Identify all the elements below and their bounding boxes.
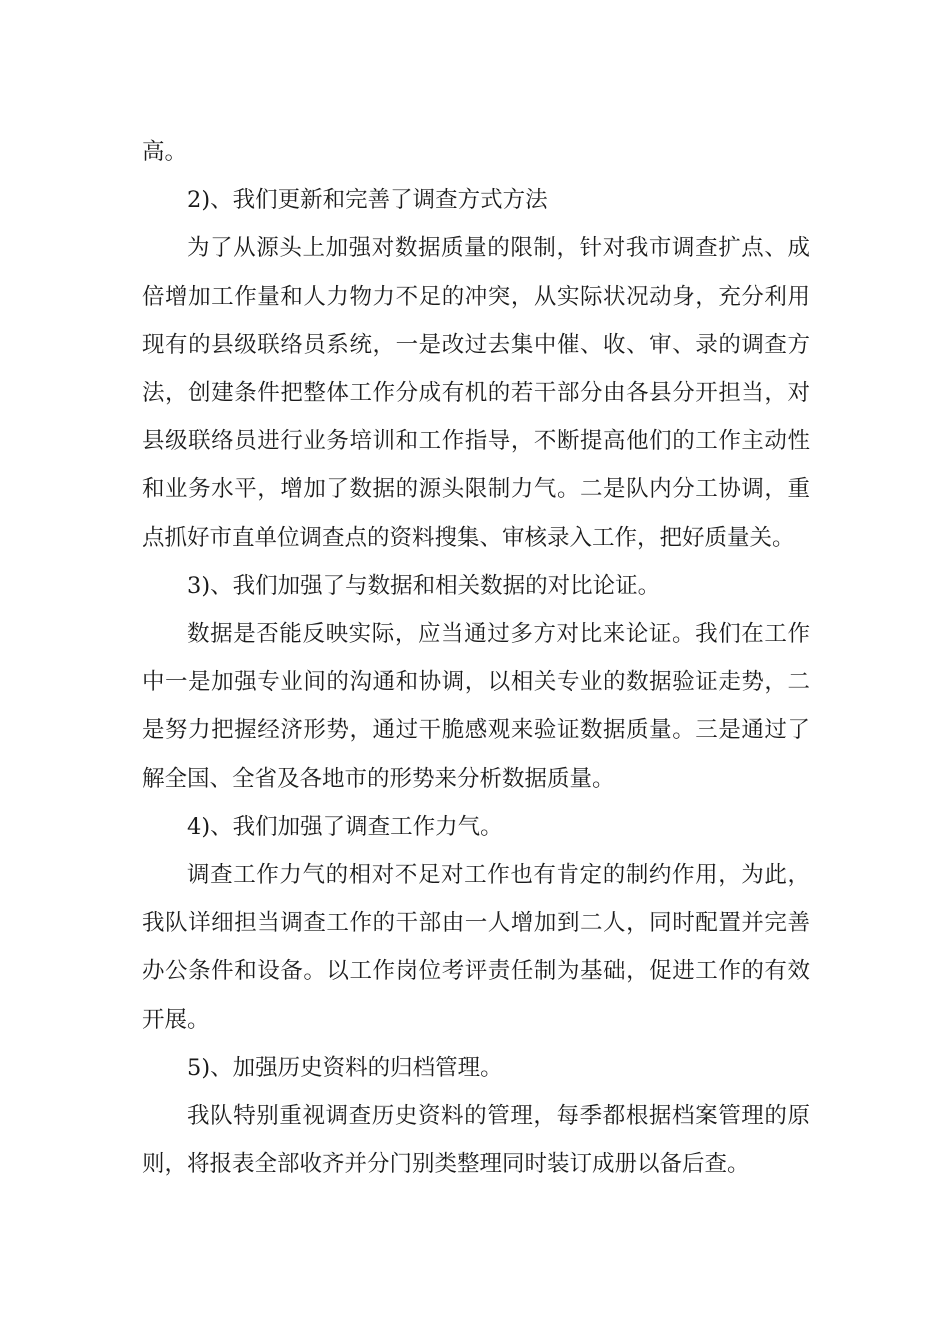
paragraph-survey-methods: 为了从源头上加强对数据质量的限制，针对我市调查扩点、成倍增加工作量和人力物力不足的冲突，从实际状况动身，充分利用现有的县级联络员系统，一是改过去集中催、收、审、录的调查方法，创建条件把整体工作分成有机的若干部分由各县分开担当，对县级联络员进行业务培训和工作指导，不断提高他们的工作主动性和业务水平，增加了数据的源头限制力气。二是队内分工协调，重点抓好市直单位调查点的资料搜集、审核录入工作，把好质量关。 [142, 235, 810, 551]
section-heading-4: 4)、我们加强了调查工作力气。 [187, 813, 503, 840]
section-heading-5: 5)、加强历史资料的归档管理。 [187, 1054, 503, 1081]
paragraph-continuation: 高。 [142, 139, 188, 165]
document-body [142, 128, 810, 1188]
paragraph-data-verification: 数据是否能反映实际，应当通过多方对比来论证。我们在工作中一是加强专业间的沟通和协调，以相关专业的数据验证走势，二是努力把握经济形势，通过干脆感观来验证数据质量。三是通过了解全国、全省及各地市的形势来分析数据质量。 [142, 621, 810, 792]
section-heading-3: 3)、我们加强了与数据和相关数据的对比论证。 [187, 572, 661, 599]
paragraph-archive-management: 我队特别重视调查历史资料的管理，每季都根据档案管理的原则，将报表全部收齐并分门别类整理同时装订成册以备后查。 [142, 1103, 810, 1178]
section-heading-2: 2)、我们更新和完善了调查方式方法 [187, 187, 548, 214]
paragraph-staffing: 调查工作力气的相对不足对工作也有肯定的制约作用，为此，我队详细担当调查工作的干部由一人增加到二人，同时配置并完善办公条件和设备。以工作岗位考评责任制为基础，促进工作的有效开展。 [142, 862, 810, 1033]
